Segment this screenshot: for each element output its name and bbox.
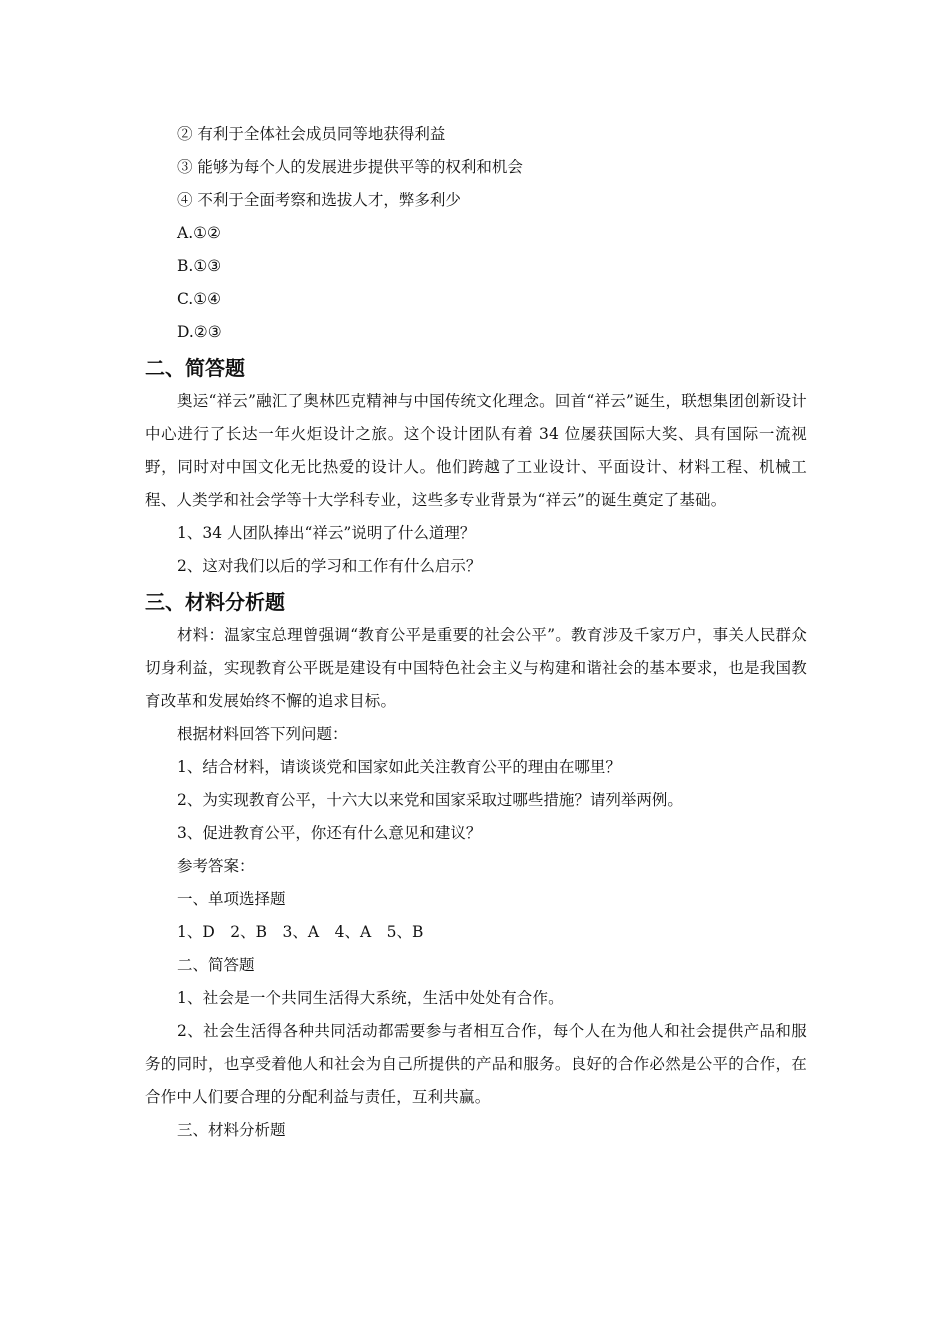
option-b: B.①③ xyxy=(177,257,222,275)
choice-statement-3: ③ 能够为每个人的发展进步提供平等的权利和机会 xyxy=(177,158,523,176)
material-question-1: 1、结合材料，请谈谈党和国家如此关注教育公平的理由在哪里？ xyxy=(177,758,621,776)
option-a: A.①② xyxy=(177,224,221,242)
answers-part2-answer-2: 2、社会生活得各种共同活动都需要参与者相互合作，每个人在为他人和社会提供产品和服务的同时，也享受着他人和社会为自己所提供的产品和服务。良好的合作必然是公平的合作，在合作中人们要合理的分配利益与责任，互利共赢。 xyxy=(145,1022,807,1106)
short-answer-question-2: 2、这对我们以后的学习和工作有什么启示？ xyxy=(177,557,482,575)
material-question-2: 2、为实现教育公平，十六大以来党和国家采取过哪些措施？请列举两例。 xyxy=(177,791,683,809)
answers-part2-answer-1: 1、社会是一个共同生活得大系统，生活中处处有合作。 xyxy=(177,989,564,1007)
short-answer-question-1: 1、34 人团队捧出“祥云”说明了什么道理？ xyxy=(177,524,476,542)
section-heading-short-answer: 二、简答题 xyxy=(145,356,245,380)
short-answer-passage: 奥运“祥云”融汇了奥林匹克精神与中国传统文化理念。回首“祥云”诞生，联想集团创新设计中心进行了长达一年火炬设计之旅。这个设计团队有着 34 位屡获国际大奖、具有国际一流视野，同时对中国文化无比热爱的设计人。他们跨越了工业设计、平面设计、材料工程、机械工程、人类学和社会学等十大学科专业，这些多专业背景为“祥云”的诞生奠定了基础。 xyxy=(145,392,807,509)
choice-statement-2: ② 有利于全体社会成员同等地获得利益 xyxy=(177,125,446,143)
answers-part3-title: 三、材料分析题 xyxy=(177,1121,286,1139)
answers-part1-list: 1、D 2、B 3、A 4、A 5、B xyxy=(177,923,424,941)
material-prompt: 根据材料回答下列问题： xyxy=(177,725,348,743)
option-d: D.②③ xyxy=(177,323,222,341)
answers-part2-title: 二、简答题 xyxy=(177,956,255,974)
section-heading-material-analysis: 三、材料分析题 xyxy=(145,590,285,614)
answers-title: 参考答案： xyxy=(177,857,255,875)
material-passage: 材料：温家宝总理曾强调“教育公平是重要的社会公平”。教育涉及千家万户，事关人民群众切身利益，实现教育公平既是建设有中国特色社会主义与构建和谐社会的基本要求，也是我国教育改革和发展始终不懈的追求目标。 xyxy=(145,626,807,710)
choice-statement-4: ④ 不利于全面考察和选拔人才，弊多利少 xyxy=(177,191,461,209)
answers-part1-title: 一、单项选择题 xyxy=(177,890,286,908)
document-page xyxy=(145,118,807,1147)
material-question-3: 3、促进教育公平，你还有什么意见和建议？ xyxy=(177,824,482,842)
option-c: C.①④ xyxy=(177,290,222,308)
